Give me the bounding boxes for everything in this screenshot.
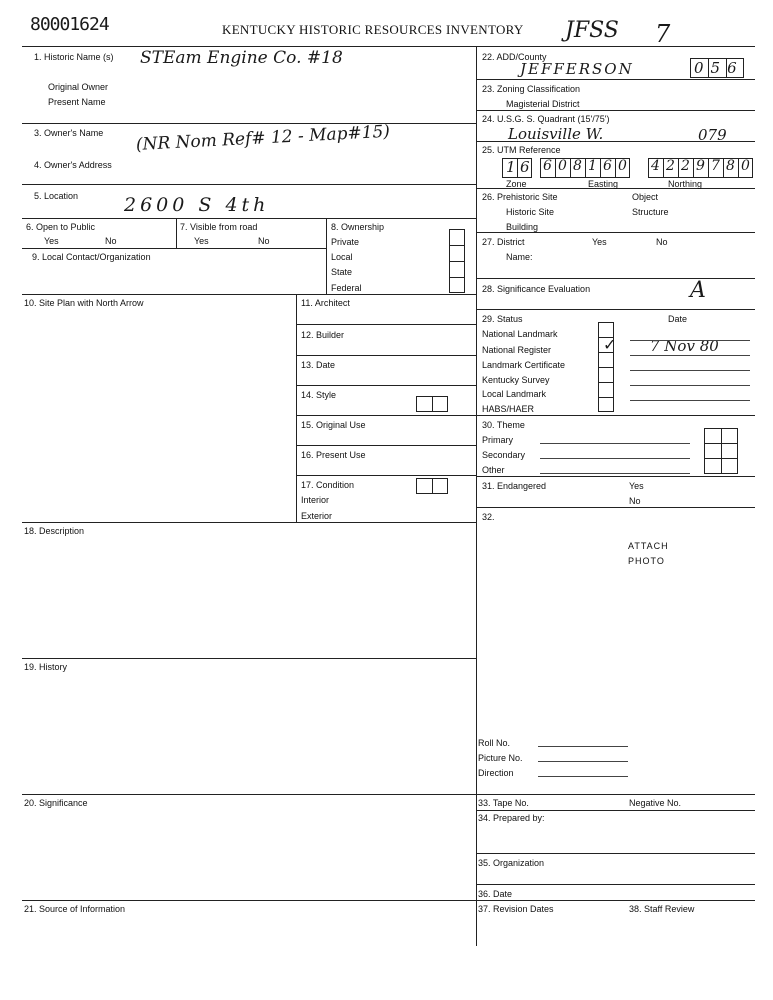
row-line	[296, 475, 476, 476]
row-line	[22, 184, 476, 185]
col-line	[176, 218, 177, 248]
significance-evaluation-value[interactable]: A	[690, 278, 706, 303]
photo-text: PHOTO	[628, 556, 665, 566]
builder-label: 12. Builder	[301, 330, 345, 340]
checkbox-divider	[598, 382, 614, 383]
utm-northing-digit: 2	[666, 158, 675, 174]
historic-name-value[interactable]: STEam Engine Co. #18	[140, 48, 343, 68]
location-label: 5. Location	[34, 191, 79, 201]
national-register-checkmark-icon: ✓	[603, 335, 617, 354]
structure-label: Structure	[632, 207, 669, 217]
utm-northing-digit: 2	[681, 158, 690, 174]
picture-no-label: Picture No.	[478, 753, 523, 763]
row-line	[476, 900, 755, 901]
quadrant-label: 24. U.S.G. S. Quadrant (15'/75')	[482, 114, 610, 124]
row-line	[22, 294, 476, 295]
box-divider	[723, 158, 724, 178]
row-line	[476, 884, 755, 885]
original-use-label: 15. Original Use	[301, 420, 366, 430]
open-to-public-yes[interactable]: Yes	[44, 236, 59, 246]
theme-line	[540, 458, 690, 459]
theme-line	[540, 473, 690, 474]
box-divider	[555, 158, 556, 178]
row-line	[22, 123, 476, 124]
utm-easting-digit: 0	[558, 158, 567, 174]
condition-label: 17. Condition	[301, 480, 355, 490]
utm-zone-label: Zone	[506, 179, 527, 189]
utm-easting-digit: 1	[588, 158, 597, 174]
present-use-label: 16. Present Use	[301, 450, 366, 460]
utm-zone-digit: 1	[506, 158, 516, 176]
prepared-by-label: 34. Prepared by:	[478, 813, 545, 823]
historic-site-label: Historic Site	[506, 207, 555, 217]
endangered-label: 31. Endangered	[482, 481, 547, 491]
row-line	[22, 794, 476, 795]
row-line	[476, 232, 755, 233]
row-line	[296, 324, 476, 325]
ownership-option[interactable]: Local	[331, 252, 353, 262]
attach-text: ATTACH	[628, 541, 669, 551]
significance-evaluation-label: 28. Significance Evaluation	[482, 284, 591, 294]
row-line	[22, 248, 326, 249]
visible-from-road-yes[interactable]: Yes	[194, 236, 209, 246]
form-top-border	[22, 46, 755, 47]
status-item: National Landmark	[482, 329, 558, 339]
row-line	[476, 79, 755, 80]
row-line	[296, 445, 476, 446]
date-label: 13. Date	[301, 360, 336, 370]
checkbox-divider	[449, 261, 465, 262]
box-divider	[432, 478, 433, 494]
visible-from-road-label: 7. Visible from road	[180, 222, 258, 232]
status-item: Local Landmark	[482, 389, 547, 399]
ownership-option[interactable]: Federal	[331, 283, 362, 293]
staff-review-label: 38. Staff Review	[629, 904, 695, 914]
status-date-line	[630, 355, 750, 356]
utm-northing-digit: 7	[711, 158, 720, 174]
utm-easting-digit: 6	[543, 158, 552, 174]
description-label: 18. Description	[24, 526, 85, 536]
theme-line	[540, 443, 690, 444]
visible-from-road-no[interactable]: No	[258, 236, 270, 246]
source-of-information-label: 21. Source of Information	[24, 904, 126, 914]
checkbox-divider	[598, 397, 614, 398]
box-divider	[704, 443, 738, 444]
utm-easting-digit: 6	[603, 158, 612, 174]
form-title: KENTUCKY HISTORIC RESOURCES INVENTORY	[222, 22, 524, 37]
owners-name-label: 3. Owner's Name	[34, 128, 104, 138]
box-divider	[721, 428, 722, 474]
col-line	[326, 218, 327, 294]
status-item: HABS/HAER	[482, 404, 535, 414]
location-value[interactable]: 2600 S 4th	[124, 194, 270, 216]
status-date-line	[630, 340, 750, 341]
box-divider	[704, 458, 738, 459]
row-line	[22, 522, 476, 523]
architect-label: 11. Architect	[301, 298, 350, 308]
quadrant-value[interactable]: Louisville W.	[508, 125, 604, 143]
form-center-divider	[476, 46, 477, 946]
photo-field-label: 32.	[482, 512, 495, 522]
status-date-line	[630, 385, 750, 386]
utm-easting-digit: 0	[618, 158, 627, 174]
district-name-label: Name:	[506, 252, 533, 262]
box-divider	[600, 158, 601, 178]
row-line	[476, 309, 755, 310]
theme-label: 30. Theme	[482, 420, 525, 430]
box-divider	[693, 158, 694, 178]
quadrant-code[interactable]: 079	[698, 126, 727, 144]
organization-label: 35. Organization	[478, 858, 545, 868]
box-divider	[615, 158, 616, 178]
district-label: 27. District	[482, 237, 525, 247]
significance-label: 20. Significance	[24, 798, 88, 808]
form-number-stamp: 80001624	[30, 14, 109, 35]
row-line	[476, 507, 755, 508]
endangered-yes[interactable]: Yes	[629, 481, 644, 491]
row-line	[22, 658, 476, 659]
checkbox-divider	[449, 245, 465, 246]
direction-label: Direction	[478, 768, 514, 778]
row-line	[476, 810, 755, 811]
utm-easting-label: Easting	[588, 179, 619, 189]
row-line	[476, 110, 755, 111]
county-code-value[interactable]: 056	[694, 59, 744, 77]
prepared-date-label: 36. Date	[478, 889, 513, 899]
exterior-label: Exterior	[301, 511, 333, 521]
utm-northing-label: Northing	[668, 179, 703, 189]
utm-zone-digit: 6	[520, 158, 530, 176]
owners-address-label: 4. Owner's Address	[34, 160, 112, 170]
district-yes[interactable]: Yes	[592, 237, 607, 247]
ownership-option[interactable]: Private	[331, 237, 360, 247]
present-name-label: Present Name	[48, 97, 106, 107]
theme-item: Primary	[482, 435, 513, 445]
status-date-line	[630, 370, 750, 371]
box-divider	[570, 158, 571, 178]
row-line	[476, 476, 755, 477]
utm-northing-digit: 0	[741, 158, 750, 174]
row-line	[476, 853, 755, 854]
box-divider	[708, 158, 709, 178]
utm-northing-digit: 9	[696, 158, 705, 174]
status-date-label: Date	[668, 314, 688, 324]
row-line	[296, 385, 476, 386]
tape-no-label: 33. Tape No.	[478, 798, 529, 808]
local-contact-label: 9. Local Contact/Organization	[32, 252, 151, 262]
roll-no-label: Roll No.	[478, 738, 511, 748]
endangered-no[interactable]: No	[629, 496, 641, 506]
utm-northing-digit: 4	[651, 158, 660, 174]
negative-no-label: Negative No.	[629, 798, 682, 808]
ownership-option[interactable]: State	[331, 267, 353, 277]
district-no[interactable]: No	[656, 237, 668, 247]
utm-easting-digit: 8	[573, 158, 582, 174]
col-line	[296, 294, 297, 522]
theme-item: Secondary	[482, 450, 526, 460]
county-value[interactable]: JEFFERSON	[520, 60, 634, 78]
status-label: 29. Status	[482, 314, 523, 324]
status-item: National Register	[482, 345, 552, 355]
interior-label: Interior	[301, 495, 330, 505]
revision-dates-label: 37. Revision Dates	[478, 904, 554, 914]
open-to-public-no[interactable]: No	[105, 236, 117, 246]
status-item: Landmark Certificate	[482, 360, 566, 370]
row-line	[22, 900, 476, 901]
building-label: Building	[506, 222, 539, 232]
box-divider	[585, 158, 586, 178]
status-date-line	[630, 400, 750, 401]
history-label: 19. History	[24, 662, 68, 672]
open-to-public-label: 6. Open to Public	[26, 222, 96, 232]
box-divider	[678, 158, 679, 178]
picture-no-line[interactable]	[538, 761, 628, 762]
style-label: 14. Style	[301, 390, 337, 400]
magisterial-district-label: Magisterial District	[506, 99, 580, 109]
direction-line[interactable]	[538, 776, 628, 777]
site-number: 7	[655, 20, 671, 48]
row-line	[296, 355, 476, 356]
checkbox-divider	[598, 367, 614, 368]
zoning-label: 23. Zoning Classification	[482, 84, 581, 94]
theme-item: Other	[482, 465, 505, 475]
row-line	[476, 278, 755, 279]
utm-reference-label: 25. UTM Reference	[482, 145, 561, 155]
add-county-label: 22. ADD/County	[482, 52, 547, 62]
box-divider	[738, 158, 739, 178]
roll-no-line[interactable]	[538, 746, 628, 747]
ownership-label: 8. Ownership	[331, 222, 385, 232]
utm-northing-digit: 8	[726, 158, 735, 174]
national-register-date[interactable]: 7 Nov 80	[650, 337, 719, 355]
original-owner-label: Original Owner	[48, 82, 109, 92]
box-divider	[432, 396, 433, 412]
site-code: JFSS	[565, 18, 619, 43]
box-divider	[663, 158, 664, 178]
object-label: Object	[632, 192, 659, 202]
row-line	[22, 218, 476, 219]
checkbox-divider	[449, 277, 465, 278]
site-plan-label: 10. Site Plan with North Arrow	[24, 298, 144, 308]
historic-name-label: 1. Historic Name (s)	[34, 52, 114, 62]
row-line	[296, 415, 476, 416]
row-line	[476, 415, 755, 416]
box-divider	[517, 158, 518, 178]
status-item: Kentucky Survey	[482, 375, 550, 385]
row-line	[476, 794, 755, 795]
owners-name-note[interactable]: (NR Nom Ref# 12 - Map#15)	[135, 121, 391, 155]
prehistoric-site-label: 26. Prehistoric Site	[482, 192, 558, 202]
